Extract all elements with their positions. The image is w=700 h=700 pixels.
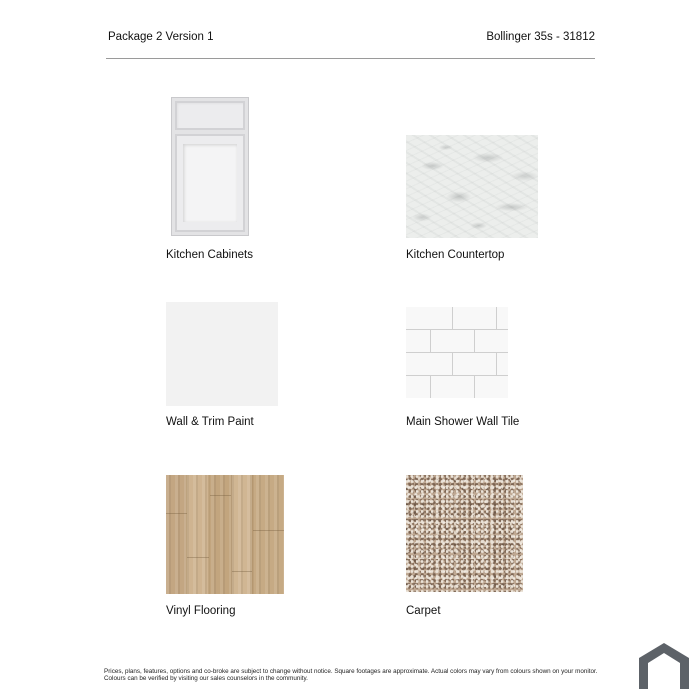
wall-trim-paint-label: Wall & Trim Paint [166, 416, 254, 428]
wall-trim-paint-swatch [166, 302, 278, 406]
header-divider [106, 58, 595, 59]
vinyl-flooring-swatch [166, 475, 284, 594]
kitchen-cabinets-swatch [171, 97, 249, 236]
carpet-label: Carpet [406, 605, 441, 617]
kitchen-countertop-label: Kitchen Countertop [406, 249, 505, 261]
header-package: Package 2 Version 1 [108, 31, 214, 43]
cabinet-drawer-front [175, 101, 245, 130]
carpet-swatch [406, 475, 523, 592]
disclaimer: Prices, plans, features, options and co-broke are subject to change without notice. Square footages are approximate. Actual colors may vary from colours shown on your monitor. Colours can be verified by visiting our sales counselors in the community. [104, 668, 598, 682]
house-logo-shape [639, 643, 689, 689]
kitchen-countertop-swatch [406, 135, 538, 238]
house-logo-icon [637, 641, 691, 691]
shower-tile-swatch [406, 307, 508, 398]
header-model: Bollinger 35s - 31812 [486, 31, 595, 43]
cabinet-door [175, 134, 245, 232]
shower-tile-label: Main Shower Wall Tile [406, 416, 520, 428]
vinyl-flooring-label: Vinyl Flooring [166, 605, 236, 617]
kitchen-cabinets-label: Kitchen Cabinets [166, 249, 253, 261]
cabinet-door-panel [183, 144, 237, 222]
